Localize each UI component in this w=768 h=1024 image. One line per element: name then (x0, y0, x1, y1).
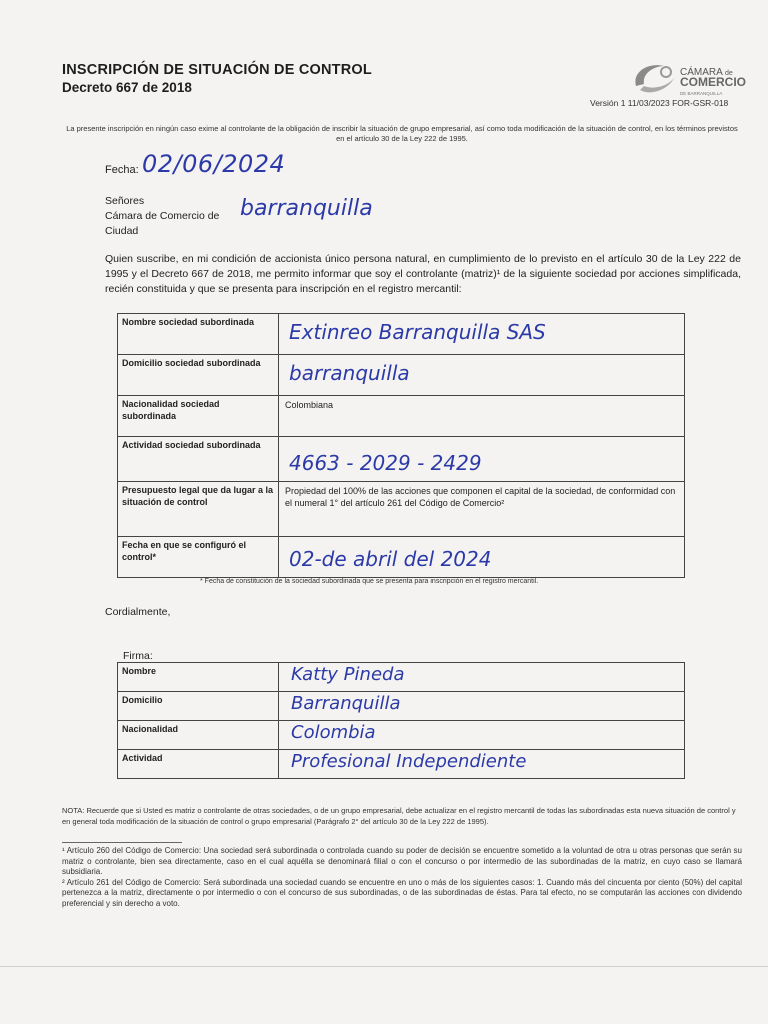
row-label: Domicilio sociedad subordinada (118, 355, 279, 396)
row-label: Nacionalidad sociedad subordinada (118, 396, 279, 437)
firma-label: Firma: (123, 650, 153, 662)
row-value-handwritten: Barranquilla (279, 692, 685, 721)
signer-table (117, 662, 685, 779)
page-edge-line (0, 966, 768, 967)
city-handwritten: barranquilla (240, 196, 373, 221)
row-value-handwritten: Katty Pineda (279, 663, 685, 692)
table-row (118, 750, 685, 779)
row-value-handwritten: Colombia (279, 721, 685, 750)
table-row (118, 663, 685, 692)
footnote-divider (62, 842, 182, 843)
row-value-handwritten: Profesional Independiente (279, 750, 685, 779)
footnote-2: ² Artículo 261 del Código de Comercio: Será subordinada una sociedad cuando se encuentre en uno o más de los siguientes casos: 1. Cuando más del cincuenta por ciento (50%) del capital pertenezca a la matriz, directamente o por intermedio o con el concurso de sus subordinadas, o de las subordinadas de éstas. Para tal efecto, no se computarán las acciones con dividendo preferencial y sin derecho a voto. (62, 877, 742, 908)
disclaimer-text: La presente inscripción en ningún caso exime al controlante de la obligación de inscribir la situación de grupo empresarial, así como toda modificación de la situación de control, en los términos previstos en el artículo 30 de la Ley 222 de 1995. (66, 124, 738, 143)
row-value: Colombiana (279, 396, 685, 437)
footnote-1: ¹ Artículo 260 del Código de Comercio: Una sociedad será subordinada o controlada cuando su poder de decisión se encuentre sometido a la voluntad de otra u otras personas que serán su matriz o controlante, bien sea directamente, caso en el cual aquélla se denominará filial o con el concurso o por intermedio de las subordinadas de la matriz, en cuyo caso se llamará subsidiaria. (62, 846, 742, 876)
table-row (118, 355, 685, 396)
row-label: Nacionalidad (118, 721, 279, 750)
row-value-handwritten: 4663 - 2029 - 2429 (279, 437, 685, 482)
table-row (118, 314, 685, 355)
table-row (118, 692, 685, 721)
fecha-handwritten: 02/06/2024 (142, 150, 286, 178)
logo-line-2: COMERCIO (680, 75, 746, 89)
logo-line-3: DE BARRANQUILLA (680, 91, 723, 96)
body-paragraph: Quien suscribe, en mi condición de accionista único persona natural, en cumplimiento de lo previsto en el artículo 30 de la Ley 222 de 1995 y el Decreto 667 de 2018, me permito informar que soy el controlante (matriz)¹ de la siguiente sociedad por acciones simplificada, recién constituida y que se presenta para inscripción en el registro mercantil: (105, 253, 741, 295)
address-line-camara: Cámara de Comercio de (105, 210, 220, 222)
document-title: INSCRIPCIÓN DE SITUACIÓN DE CONTROL (62, 62, 372, 78)
row-value: Propiedad del 100% de las acciones que componen el capital de la sociedad, de conformidad con el numeral 1° del artículo 261 del Código de Comercio² (279, 482, 685, 537)
address-block (105, 194, 219, 239)
nota-text: NOTA: Recuerde que si Usted es matriz o controlante de otras sociedades, o de un grupo empresarial, debe actualizar en el registro mercantil de todas las subordinadas esta nueva situación de control y en general toda modificación de la situación de control o grupo empresarial (Parágrafo 2° del artículo 30 de la Ley 222 de 1995). (62, 806, 736, 826)
row-label: Fecha en que se configuró el control* (118, 537, 279, 578)
table-row (118, 396, 685, 437)
row-label: Presupuesto legal que da lugar a la situación de control (118, 482, 279, 537)
table-row (118, 721, 685, 750)
camara-comercio-logo (628, 58, 744, 98)
row-label: Actividad (118, 750, 279, 779)
logo-wordmark (680, 68, 746, 98)
logo-swirl-icon (628, 58, 680, 98)
table-footnote: * Fecha de constitución de la sociedad subordinada que se presenta para inscripción en el registro mercantil. (200, 578, 539, 585)
row-value-handwritten: Extinreo Barranquilla SAS (279, 314, 685, 355)
fecha-label: Fecha: (105, 164, 139, 176)
logo-line-1: CÁMARA (680, 67, 723, 78)
closing-text: Cordialmente, (105, 606, 171, 618)
footnotes-block (62, 846, 742, 909)
form-version: Versión 1 11/03/2023 FOR-GSR-018 (590, 98, 729, 108)
address-line-senores: Señores (105, 195, 145, 207)
document-subtitle: Decreto 667 de 2018 (62, 80, 192, 95)
company-table (117, 313, 685, 578)
row-label: Actividad sociedad subordinada (118, 437, 279, 482)
row-label: Nombre sociedad subordinada (118, 314, 279, 355)
logo-line-1b: de (725, 70, 733, 77)
row-value-handwritten: 02-de abril del 2024 (279, 537, 685, 578)
table-row (118, 482, 685, 537)
table-row (118, 537, 685, 578)
row-label: Domicilio (118, 692, 279, 721)
address-line-ciudad: Ciudad (105, 225, 139, 237)
row-value-handwritten: barranquilla (279, 355, 685, 396)
table-row (118, 437, 685, 482)
row-label: Nombre (118, 663, 279, 692)
